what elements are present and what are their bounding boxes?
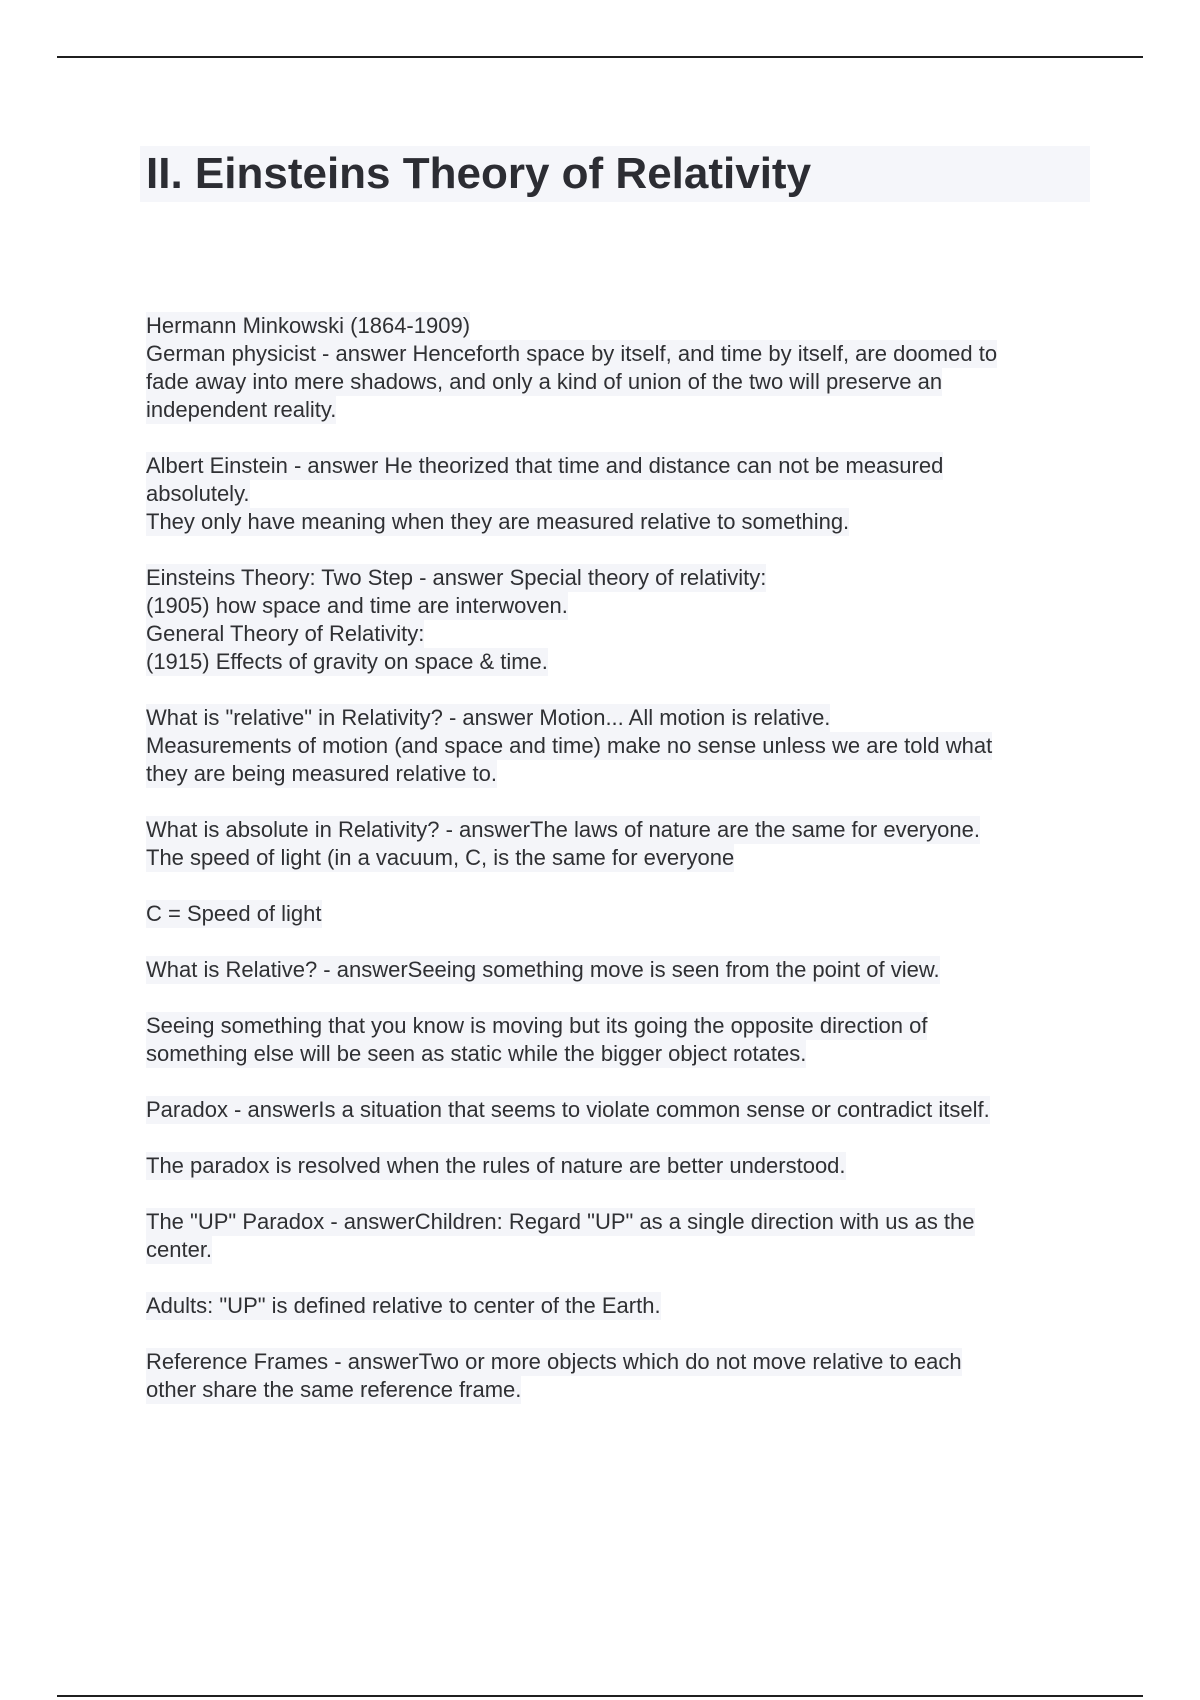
entry-line: absolutely. (146, 481, 250, 506)
entry-line: General Theory of Relativity: (146, 621, 425, 646)
entry-line: center. (146, 1237, 213, 1262)
entry-line: other share the same reference frame. (146, 1377, 522, 1402)
entry-line: They only have meaning when they are measured relative to something. (146, 509, 850, 534)
entry-paradox (146, 1096, 1091, 1124)
entry-line: What is "relative" in Relativity? - answer Motion... All motion is relative. (146, 705, 831, 730)
entry-line: (1915) Effects of gravity on space & time. (146, 649, 548, 674)
entry-line: German physicist - answer Henceforth space by itself, and time by itself, are doomed to (146, 341, 998, 366)
entry-line: Measurements of motion (and space and time) make no sense unless we are told what (146, 733, 993, 758)
entry-line: (1905) how space and time are interwoven. (146, 593, 568, 618)
entry-line: What is absolute in Relativity? - answerThe laws of nature are the same for everyone. (146, 817, 980, 842)
entry-reference-frames (146, 1348, 1091, 1404)
entry-line: they are being measured relative to. (146, 761, 497, 786)
entry-what-is-relative (146, 956, 1091, 984)
top-rule (57, 56, 1143, 58)
entry-two-step (146, 564, 1091, 676)
entry-line: Reference Frames - answerTwo or more objects which do not move relative to each (146, 1349, 962, 1374)
entry-line: Adults: "UP" is defined relative to center of the Earth. (146, 1293, 661, 1318)
entry-paradox-resolved (146, 1152, 1091, 1180)
title-block (140, 146, 1090, 202)
entry-up-paradox (146, 1208, 1091, 1264)
entry-what-is-absolute (146, 816, 1091, 872)
entry-line: Seeing something that you know is moving but its going the opposite direction of (146, 1013, 928, 1038)
entry-line: C = Speed of light (146, 901, 322, 926)
entry-line: Hermann Minkowski (1864-1909) (146, 313, 471, 338)
entry-line: something else will be seen as static while the bigger object rotates. (146, 1041, 807, 1066)
entry-minkowski (146, 312, 1091, 424)
entry-what-is-relative-in-relativity (146, 704, 1091, 788)
entry-line: Albert Einstein - answer He theorized that time and distance can not be measured (146, 453, 944, 478)
entry-speed-of-light (146, 900, 1091, 928)
entry-line: The paradox is resolved when the rules of nature are better understood. (146, 1153, 846, 1178)
entry-line: What is Relative? - answerSeeing something move is seen from the point of view. (146, 957, 940, 982)
entry-opposite-direction (146, 1012, 1091, 1068)
entry-line: independent reality. (146, 397, 337, 422)
page-title: II. Einsteins Theory of Relativity (146, 149, 812, 198)
entry-line: Einsteins Theory: Two Step - answer Special theory of relativity: (146, 565, 767, 590)
document-body (146, 312, 1091, 1432)
entry-up-adults (146, 1292, 1091, 1320)
entry-line: The "UP" Paradox - answerChildren: Regard "UP" as a single direction with us as the (146, 1209, 975, 1234)
entry-line: fade away into mere shadows, and only a kind of union of the two will preserve an (146, 369, 943, 394)
entry-line: Paradox - answerIs a situation that seems to violate common sense or contradict itself. (146, 1097, 990, 1122)
entry-einstein (146, 452, 1091, 536)
entry-line: The speed of light (in a vacuum, C, is the same for everyone (146, 845, 735, 870)
bottom-rule (57, 1695, 1143, 1697)
